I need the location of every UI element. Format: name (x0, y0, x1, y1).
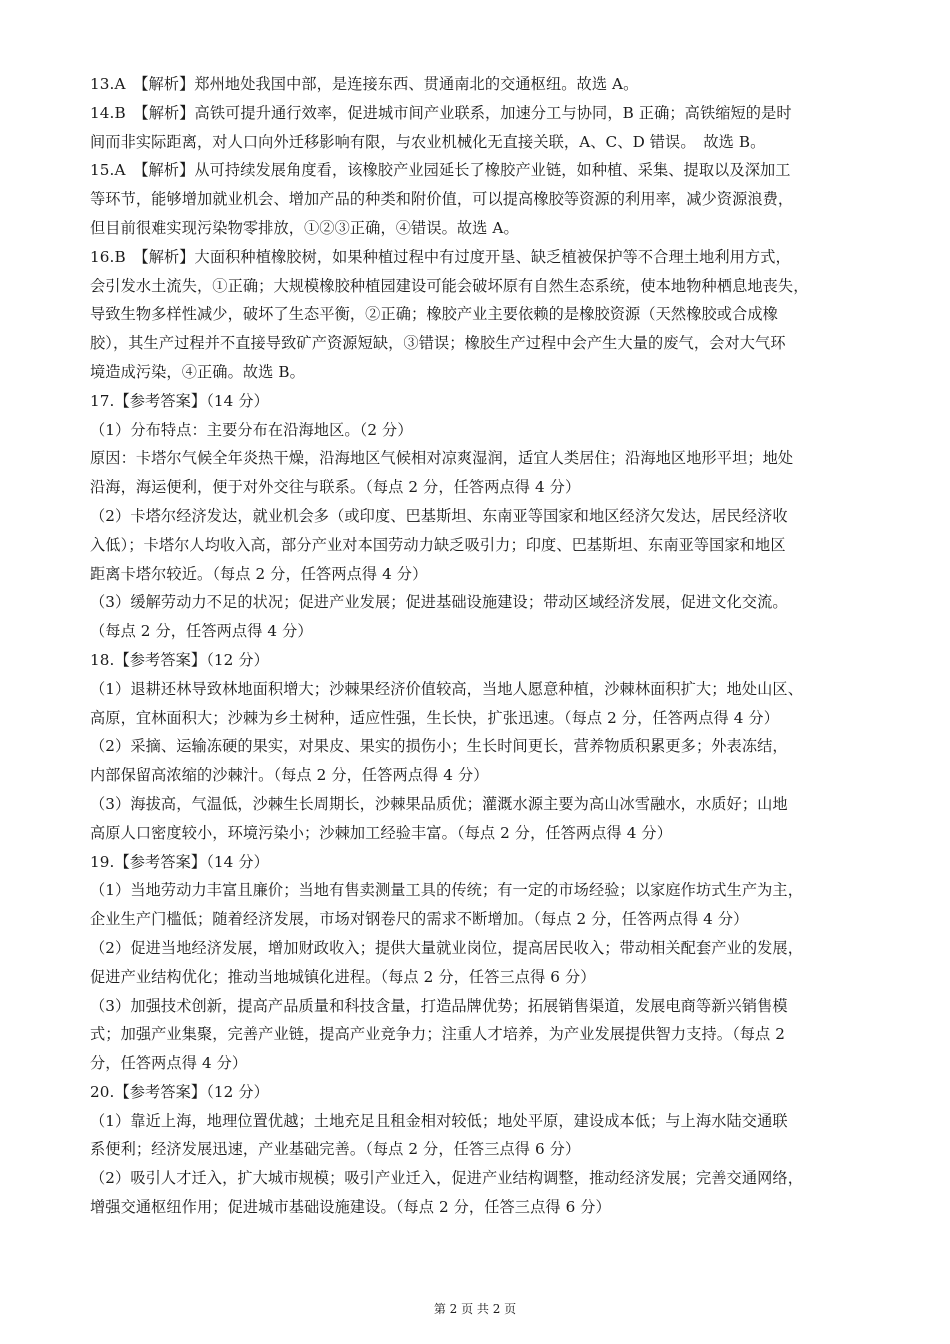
text-line: 分，任答两点得 4 分） (90, 1054, 248, 1073)
text-line: （3）海拔高，气温低，沙棘生长周期长，沙棘果品质优；灌溉水源主要为高山冰雪融水，水质好；山地 (90, 794, 788, 813)
text-line: （2）吸引人才迁入，扩大城市规模；吸引产业迁入，促进产业结构调整，推动经济发展；完善交通网络， (90, 1169, 803, 1188)
text-line: 距离卡塔尔较近。（每点 2 分，任答两点得 4 分） (90, 564, 428, 583)
text-line: 等环节，能够增加就业机会、增加产品的种类和附价值，可以提高橡胶等资源的利用率，减少资源浪费， (90, 190, 794, 209)
text-line: （1）靠近上海，地理位置优越；土地充足且租金相对较低；地处平原，建设成本低；与上海水陆交通联 (90, 1111, 788, 1130)
text-line: 促进产业结构优化；推动当地城镇化进程。（每点 2 分，任答三点得 6 分） (90, 967, 596, 986)
text-line: 高原，宜林面积大；沙棘为乡土树种，适应性强，生长快，扩张迅速。（每点 2 分，任答两点得 4 分） (90, 708, 779, 727)
text-line: 13.A 【解析】郑州地处我国中部，是连接东西、贯通南北的交通枢纽。故选 A。 (90, 75, 639, 93)
section-heading: 17.【参考答案】（14 分） (90, 391, 269, 410)
text-line: （2）卡塔尔经济发达，就业机会多（或印度、巴基斯坦、东南亚等国家和地区经济欠发达，居民经济收 (90, 506, 788, 525)
text-line: （1）当地劳动力丰富且廉价；当地有售卖测量工具的传统；有一定的市场经验；以家庭作坊式生产为主， (90, 881, 803, 900)
text-line: （3）加强技术创新，提高产品质量和科技含量，打造品牌优势；拓展销售渠道，发展电商等新兴销售模 (90, 996, 788, 1015)
text-line: （1）退耕还林导致林地面积增大；沙棘果经济价值较高，当地人愿意种植，沙棘林面积扩大；地处山区、 (90, 679, 803, 698)
text-line: （1）分布特点：主要分布在沿海地区。（2 分） (90, 420, 413, 439)
answer-document (90, 70, 870, 1222)
text-line: 胶），其生产过程并不直接导致矿产资源短缺，③错误；橡胶生产过程中会产生大量的废气，会对大气环 (90, 334, 786, 353)
section-heading: 19.【参考答案】（14 分） (90, 852, 269, 871)
text-line: 导致生物多样性减少，破坏了生态平衡，②正确；橡胶产业主要依赖的是橡胶资源（天然橡胶或合成橡 (90, 305, 778, 324)
page-footer: 第 2 页 共 2 页 (433, 1302, 517, 1316)
text-line: 入低）；卡塔尔人均收入高，部分产业对本国劳动力缺乏吸引力；印度、巴基斯坦、东南亚等国家和地区 (90, 535, 786, 554)
text-line: 16.B 【解析】大面积种植橡胶树，如果种植过程中有过度开垦、缺乏植被保护等不合理土地利用方式， (90, 247, 791, 266)
text-line: （3）缓解劳动力不足的状况；促进产业发展；促进基础设施建设；带动区域经济发展，促进文化交流。 (90, 593, 788, 612)
text-line: 沿海，海运便利，便于对外交往与联系。（每点 2 分，任答两点得 4 分） (90, 478, 581, 497)
text-line: 高原人口密度较小，环境污染小；沙棘加工经验丰富。（每点 2 分，任答两点得 4 分） (90, 823, 672, 842)
text-line: 14.B 【解析】高铁可提升通行效率，促进城市间产业联系，加速分工与协同，B 正确；高铁缩短的是时 (90, 103, 792, 122)
text-line: （2）促进当地经济发展，增加财政收入；提供大量就业岗位，提高居民收入；带动相关配套产业的发展， (90, 938, 803, 957)
text-line: 式；加强产业集聚，完善产业链，提高产业竞争力；注重人才培养，为产业发展提供智力支持。（每点 2 (90, 1025, 786, 1044)
text-line: 会引发水土流失，①正确；大规模橡胶种植园建设可能会破坏原有自然生态系统，使本地物种栖息地丧失， (90, 276, 809, 295)
text-line: （每点 2 分，任答两点得 4 分） (90, 622, 313, 641)
section-heading: 18.【参考答案】（12 分） (90, 650, 269, 669)
text-line: 内部保留高浓缩的沙棘汁。（每点 2 分，任答两点得 4 分） (90, 766, 489, 785)
text-line: 增强交通枢纽作用；促进城市基础设施建设。（每点 2 分，任答三点得 6 分） (90, 1198, 611, 1217)
text-line: 15.A 【解析】从可持续发展角度看，该橡胶产业园延长了橡胶产业链，如种植、采集、提取以及深加工 (90, 161, 791, 180)
text-line: 企业生产门槛低；随着经济发展，市场对钢卷尺的需求不断增加。（每点 2 分，任答两点得 4 分） (90, 910, 749, 929)
text-line: （2）采摘、运输冻硬的果实，对果皮、果实的损伤小；生长时间更长，营养物质积累更多；外表冻结， (90, 737, 788, 756)
text-line: 境造成污染，④正确。故选 B。 (90, 362, 305, 381)
section-heading: 20.【参考答案】（12 分） (90, 1082, 269, 1101)
text-line: 原因：卡塔尔气候全年炎热干燥，沿海地区气候相对凉爽湿润，适宜人类居住；沿海地区地形平坦；地处 (90, 449, 794, 468)
text-line: 系便利；经济发展迅速，产业基础完善。（每点 2 分，任答三点得 6 分） (90, 1140, 581, 1159)
text-line: 间而非实际距离，对人口向外迁移影响有限，与农业机械化无直接关联，A、C、D 错误。 故选 B。 (90, 132, 766, 151)
text-line: 但目前很难实现污染物零排放，①②③正确，④错误。故选 A。 (90, 218, 519, 237)
